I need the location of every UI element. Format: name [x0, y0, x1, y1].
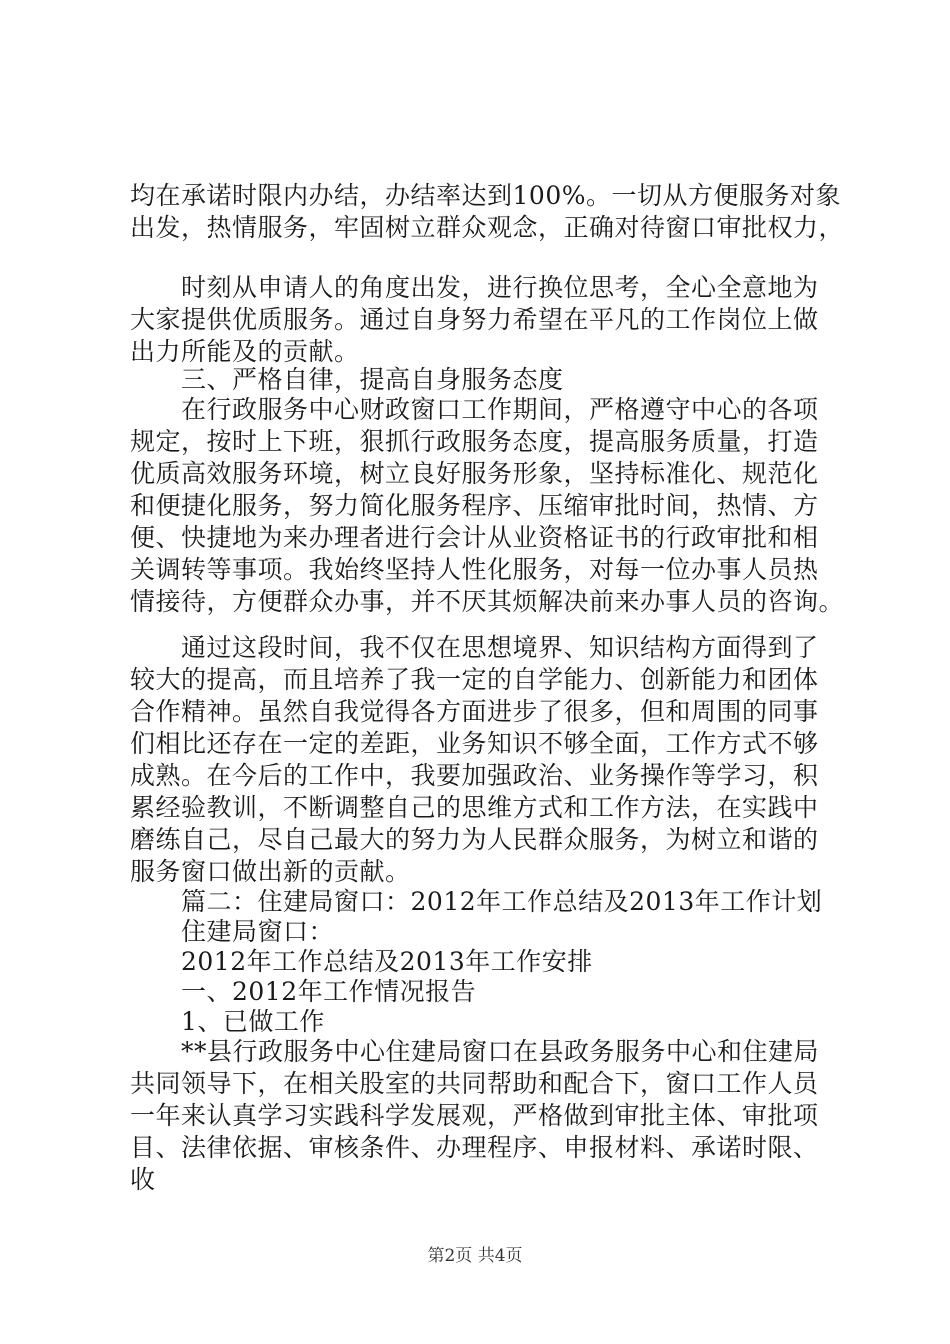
text-line: 规定，按时上下班，狠抓行政服务态度，提高服务质量，打造	[130, 427, 819, 456]
text-line: 成熟。在今后的工作中，我要加强政治、业务操作等学习，积	[130, 761, 819, 790]
text-line: 合作精神。虽然自我觉得各方面进步了很多，但和周围的同事	[130, 697, 819, 726]
section-heading: 1、已做工作	[130, 1007, 325, 1036]
text-line: 累经验教训，不断调整自己的思维方式和工作方法，在实践中	[130, 793, 819, 822]
section-heading: 三、严格自律，提高自身服务态度	[130, 365, 564, 394]
text-line: 服务窗口做出新的贡献。	[130, 857, 411, 886]
text-line: 在行政服务中心财政窗口工作期间，严格遵守中心的各项	[130, 395, 819, 424]
text-line: 通过这段时间，我不仅在思想境界、知识结构方面得到了	[130, 633, 819, 662]
text-line: 们相比还存在一定的差距，业务知识不够全面，工作方式不够	[130, 729, 819, 758]
text-line: 收	[130, 1165, 156, 1194]
text-line: 便、快捷地为来办理者进行会计从业资格证书的行政审批和相	[130, 523, 819, 552]
text-line: 时刻从申请人的角度出发，进行换位思考，全心全意地为	[130, 273, 819, 302]
page-footer: 第2页 共4页	[427, 1246, 523, 1266]
text-line: 2012年工作总结及2013年工作安排	[130, 947, 593, 976]
text-line: 优质高效服务环境，树立良好服务形象，坚持标准化、规范化	[130, 459, 819, 488]
text-line: 较大的提高，而且培养了我一定的自学能力、创新能力和团体	[130, 665, 819, 694]
text-line: 和便捷化服务，努力简化服务程序、压缩审批时间，热情、方	[130, 491, 819, 520]
text-line: 均在承诺时限内办结，办结率达到100%。一切从方便服务对象	[130, 181, 841, 210]
text-line: 关调转等事项。我始终坚持人性化服务，对每一位办事人员热	[130, 555, 819, 584]
section-heading: 篇二：住建局窗口：2012年工作总结及2013年工作计划	[130, 887, 823, 916]
text-line: 一年来认真学习实践科学发展观，严格做到审批主体、审批项	[130, 1101, 819, 1130]
text-line: 磨练自己，尽自己最大的努力为人民群众服务，为树立和谐的	[130, 825, 819, 854]
text-line: 出力所能及的贡献。	[130, 337, 360, 366]
text-line: 大家提供优质服务。通过自身努力希望在平凡的工作岗位上做	[130, 305, 819, 334]
section-heading: 一、2012年工作情况报告	[130, 977, 477, 1006]
text-line: 住建局窗口：	[130, 917, 335, 946]
text-line: 出发，热情服务，牢固树立群众观念，正确对待窗口审批权力，	[130, 213, 845, 242]
text-line: 情接待，方便群众办事，并不厌其烦解决前来办事人员的咨询。	[130, 587, 845, 616]
text-line: 共同领导下，在相关股室的共同帮助和配合下，窗口工作人员	[130, 1069, 819, 1098]
text-line: **县行政服务中心住建局窗口在县政务服务中心和住建局	[130, 1037, 820, 1066]
text-line: 目、法律依据、审核条件、办理程序、申报材料、承诺时限、	[130, 1133, 819, 1162]
